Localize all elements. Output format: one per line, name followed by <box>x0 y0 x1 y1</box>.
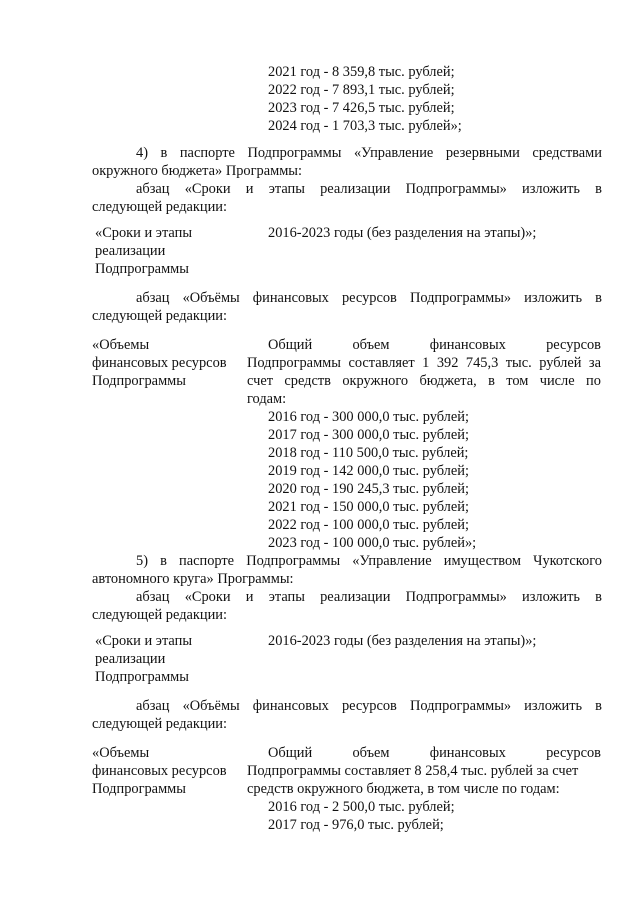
word: Общий <box>268 745 313 761</box>
word: изложить <box>524 290 583 306</box>
item5-fin-line2: Подпрограммы составляет 8 258,4 тыс. рублей за счет <box>247 763 579 779</box>
word: в <box>160 553 167 569</box>
word: реализации <box>320 181 391 197</box>
item5-terms-label: реализации <box>95 651 166 667</box>
word: Общий <box>268 337 313 353</box>
item5-fin-label: Подпрограммы <box>92 781 186 797</box>
item4-heading-line2: окружного бюджета» Программы: <box>92 163 302 179</box>
item4-terms-label: Подпрограммы <box>95 261 189 277</box>
item4-heading-line1 <box>136 145 602 162</box>
year-line: 2021 год - 150 000,0 тыс. рублей; <box>268 499 469 515</box>
item4-abzac1-line2: следующей редакции: <box>92 199 227 215</box>
year-line: 2016 год - 300 000,0 тыс. рублей; <box>268 409 469 425</box>
word: абзац <box>136 698 170 714</box>
word: «Управление <box>352 553 432 569</box>
word: Подпрограммы» <box>405 589 507 605</box>
word: ресурсов <box>341 290 397 306</box>
word: в <box>595 698 602 714</box>
item4-abzac2-line1 <box>136 290 602 307</box>
word: «Сроки <box>184 589 231 605</box>
word: финансовых <box>252 290 329 306</box>
word: том <box>506 373 529 389</box>
item4-fin-label: финансовых ресурсов <box>92 355 227 371</box>
year-line: 2021 год - 8 359,8 тыс. рублей; <box>268 64 455 80</box>
word: резервными <box>445 145 520 161</box>
word: абзац <box>136 589 170 605</box>
item4-terms-label: реализации <box>95 243 166 259</box>
year-line: 2020 год - 190 245,3 тыс. рублей; <box>268 481 469 497</box>
item5-abzac2-line2: следующей редакции: <box>92 716 227 732</box>
word: абзац <box>136 290 170 306</box>
word: окружного <box>342 373 409 389</box>
item5-fin-label: «Объемы <box>92 745 150 761</box>
word: средств <box>284 373 331 389</box>
year-line: 2023 год - 100 000,0 тыс. рублей»; <box>268 535 477 551</box>
word: рублей <box>539 355 582 371</box>
word: финансовых <box>429 337 506 353</box>
word: ресурсов <box>546 745 601 761</box>
word: Подпрограммы» <box>409 290 512 306</box>
item5-abzac2-line1 <box>136 698 602 715</box>
item4-fin-line3 <box>247 373 601 390</box>
word: тыс. <box>505 355 532 371</box>
item5-fin-line1 <box>268 745 601 762</box>
word: финансовых <box>252 698 329 714</box>
year-line: 2017 год - 976,0 тыс. рублей; <box>268 817 444 833</box>
word: Подпрограммы <box>247 355 341 371</box>
word: «Управление <box>353 145 434 161</box>
word: в <box>595 589 602 605</box>
year-line: 2023 год - 7 426,5 тыс. рублей; <box>268 100 455 116</box>
item4-terms-label: «Сроки и этапы <box>95 225 192 241</box>
word: реализации <box>320 589 391 605</box>
word: в <box>595 290 602 306</box>
word: в <box>160 145 168 161</box>
item4-fin-line4: годам: <box>247 391 287 407</box>
word: «Сроки <box>184 181 231 197</box>
word: изложить <box>522 589 580 605</box>
word: бюджета, <box>419 373 477 389</box>
item4-fin-line1 <box>268 337 601 354</box>
word: в <box>488 373 495 389</box>
word: изложить <box>524 698 583 714</box>
word: ресурсов <box>546 337 601 353</box>
item4-fin-label: Подпрограммы <box>92 373 186 389</box>
word: объем <box>352 745 390 761</box>
year-line: 2022 год - 7 893,1 тыс. рублей; <box>268 82 455 98</box>
word: по <box>586 373 601 389</box>
word: этапы <box>268 589 305 605</box>
word: 1 <box>422 355 430 371</box>
word: составляет <box>348 355 415 371</box>
item4-abzac2-line2: следующей редакции: <box>92 308 227 324</box>
word: абзац <box>136 181 170 197</box>
item5-abzac1-line2: следующей редакции: <box>92 607 227 623</box>
word: Чукотского <box>533 553 602 569</box>
item5-fin-line3: средств окружного бюджета, в том числе по годам: <box>247 781 560 797</box>
word: и <box>245 589 254 605</box>
year-line: 2017 год - 300 000,0 тыс. рублей; <box>268 427 469 443</box>
item4-fin-line2 <box>247 355 601 372</box>
word: Подпрограммы <box>247 145 342 161</box>
year-line: 2018 год - 110 500,0 тыс. рублей; <box>268 445 469 461</box>
item4-fin-label: «Объемы <box>92 337 150 353</box>
year-line: 2016 год - 2 500,0 тыс. рублей; <box>268 799 455 815</box>
word: за <box>588 355 601 371</box>
word: паспорте <box>179 145 235 161</box>
item5-fin-label: финансовых ресурсов <box>92 763 227 779</box>
item5-heading-line2: автономного круга» Программы: <box>92 571 294 587</box>
word: 4) <box>136 145 148 161</box>
word: изложить <box>522 181 580 197</box>
word: «Объёмы <box>182 290 240 306</box>
item5-abzac1-line1 <box>136 589 602 606</box>
year-line: 2019 год - 142 000,0 тыс. рублей; <box>268 463 469 479</box>
item4-abzac1-line1 <box>136 181 602 198</box>
item5-terms-label: «Сроки и этапы <box>95 633 192 649</box>
year-line: 2022 год - 100 000,0 тыс. рублей; <box>268 517 469 533</box>
word: 745,3 <box>465 355 499 371</box>
word: средствами <box>532 145 602 161</box>
word: в <box>595 181 602 197</box>
year-line: 2024 год - 1 703,3 тыс. рублей»; <box>268 118 462 134</box>
word: Подпрограммы» <box>409 698 512 714</box>
item5-heading-line1 <box>136 553 602 570</box>
word: «Объёмы <box>182 698 240 714</box>
item5-terms-label: Подпрограммы <box>95 669 189 685</box>
word: паспорте <box>179 553 235 569</box>
word: числе <box>539 373 575 389</box>
word: финансовых <box>429 745 506 761</box>
word: этапы <box>268 181 305 197</box>
word: Подпрограммы» <box>405 181 507 197</box>
word: имуществом <box>443 553 521 569</box>
item4-terms-value: 2016-2023 годы (без разделения на этапы)»; <box>268 225 537 241</box>
word: и <box>245 181 254 197</box>
word: Подпрограммы <box>246 553 341 569</box>
word: объем <box>352 337 390 353</box>
item5-terms-value: 2016-2023 годы (без разделения на этапы)»; <box>268 633 537 649</box>
word: ресурсов <box>341 698 397 714</box>
word: 5) <box>136 553 148 569</box>
word: 392 <box>436 355 459 371</box>
word: счет <box>247 373 274 389</box>
